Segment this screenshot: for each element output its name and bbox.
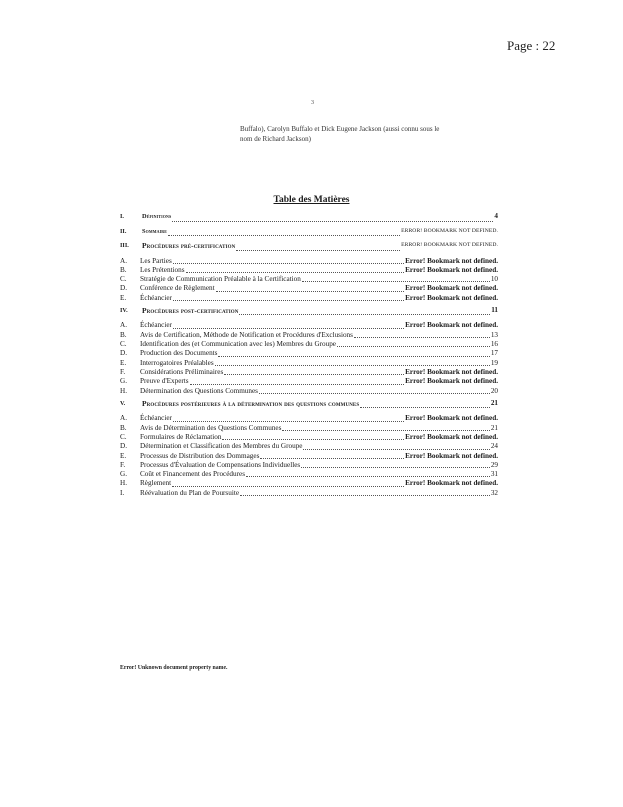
toc-entry-number: E. (120, 358, 127, 367)
folio-number: 3 (311, 100, 314, 106)
dot-leader (224, 374, 404, 375)
toc-entry-level1[interactable] (120, 239, 498, 253)
toc-entry-level2[interactable] (120, 284, 498, 293)
toc-entry-page: ERROR! BOOKMARK NOT DEFINED. (401, 242, 498, 248)
toc-entry-number: A. (120, 256, 127, 265)
toc-entry-page: 32 (490, 488, 498, 497)
toc-section (120, 304, 498, 396)
toc-entry-level1[interactable] (120, 397, 498, 411)
dot-leader (173, 421, 404, 422)
toc-entry-title: Formulaires de Réclamation (140, 432, 222, 441)
toc-entry-title: Sommaire (142, 227, 168, 235)
toc-entry-page: 20 (490, 386, 498, 395)
toc-entry-number: F. (120, 367, 126, 376)
dot-leader (260, 458, 404, 459)
dot-leader (222, 439, 404, 440)
toc-entry-level2[interactable] (120, 470, 498, 479)
dot-leader (302, 281, 490, 282)
toc-entry-title: Avis de Détermination des Questions Communes (140, 423, 282, 432)
toc-entry-number: D. (120, 442, 127, 451)
toc-entry-title: Interrogatoires Préalables (140, 358, 214, 367)
toc-entry-title: Stratégie de Communication Préalable à la Certification (140, 275, 301, 284)
toc-entry-level2[interactable] (120, 257, 498, 266)
toc-entry-number: E. (120, 451, 127, 460)
dot-leader (239, 314, 490, 315)
toc-entry-level2[interactable] (120, 414, 498, 423)
toc-entry-level2[interactable] (120, 340, 498, 349)
toc-entry-title: Production des Documents (140, 349, 218, 358)
toc-entry-page: 10 (490, 275, 498, 284)
toc-entry-page: 4 (494, 212, 498, 220)
toc-entry-level2[interactable] (120, 321, 498, 330)
toc-section (120, 239, 498, 303)
toc-entry-level1[interactable] (120, 210, 498, 224)
toc-entry-level2[interactable] (120, 433, 498, 442)
toc-entry-number: G. (120, 377, 127, 386)
toc-entry-number: C. (120, 275, 127, 284)
toc-entry-title: Coût et Financement des Procédures (140, 470, 245, 479)
toc-entry-page: Error! Bookmark not defined. (405, 284, 498, 293)
toc-entry-page: Error! Bookmark not defined. (405, 256, 498, 265)
dot-leader (190, 384, 404, 385)
toc-entry-title: Échéancier (140, 321, 172, 330)
dot-leader (259, 393, 490, 394)
toc-entry-level2[interactable] (120, 377, 498, 386)
toc-entry-number: B. (120, 330, 127, 339)
page-label: Page : 22 (507, 38, 556, 53)
toc-entry-page: 24 (490, 442, 498, 451)
toc-section (120, 225, 498, 239)
toc-entry-level1[interactable] (120, 304, 498, 318)
dot-leader (360, 407, 490, 408)
toc-entry-number: H. (120, 479, 127, 488)
toc-entry-level2[interactable] (120, 266, 498, 275)
toc-entry-page: Error! Bookmark not defined. (405, 377, 498, 386)
toc-entry-page: 21 (490, 398, 498, 407)
toc-entry-page: 21 (490, 423, 498, 432)
dot-leader (215, 365, 490, 366)
toc-entry-page: Error! Bookmark not defined. (405, 432, 498, 441)
toc-entry-title: Considérations Préliminaires (140, 367, 224, 376)
toc-entry-level2[interactable] (120, 294, 498, 303)
dot-leader (236, 250, 400, 251)
toc-entry-number: H. (120, 386, 127, 395)
dot-leader (303, 449, 489, 450)
dot-leader (354, 337, 490, 338)
toc-entry-title: Détermination des Questions Communes (140, 386, 258, 395)
dot-leader (301, 467, 490, 468)
toc-entry-title: Les Prétentions (140, 265, 185, 274)
toc-entry-page: Error! Bookmark not defined. (405, 414, 498, 423)
dot-leader (173, 328, 404, 329)
toc-entry-page: 19 (490, 358, 498, 367)
toc-entry-level2[interactable] (120, 387, 498, 396)
toc-entry-number: III. (120, 242, 129, 249)
toc-entry-page: 11 (491, 305, 498, 314)
toc-entry-number: C. (120, 432, 127, 441)
toc-entry-title: Échéancier (140, 414, 172, 423)
dot-leader (337, 346, 490, 347)
dot-leader (172, 221, 493, 222)
toc-entry-title: Définitions (142, 213, 172, 220)
toc-entry-level2[interactable] (120, 479, 498, 488)
dot-leader (246, 476, 490, 477)
toc-entry-title: Conférence de Règlement (140, 284, 215, 293)
toc-entry-title: Processus d'Évaluation de Compensations Individuelles (140, 460, 301, 469)
dot-leader (240, 495, 490, 496)
toc-entry-title: Processus de Distribution des Dommages (140, 451, 260, 460)
toc-entry-title: Avis de Certification, Méthode de Notification et Procédures d'Exclusions (140, 330, 353, 339)
toc-entry-number: D. (120, 349, 127, 358)
toc-entry-level2[interactable] (120, 275, 498, 284)
toc-section (120, 210, 498, 224)
toc-entry-page: Error! Bookmark not defined. (405, 265, 498, 274)
toc-entry-number: V. (120, 399, 126, 407)
toc-entry-page: 13 (490, 330, 498, 339)
toc-entry-number: A. (120, 414, 127, 423)
toc-entry-page: Error! Bookmark not defined. (405, 479, 498, 488)
toc-entry-title: Les Parties (140, 256, 172, 265)
toc-entry-page: Error! Bookmark not defined. (405, 293, 498, 302)
toc-entry-number: C. (120, 340, 127, 349)
toc-entry-number: I. (120, 213, 124, 220)
toc-entry-page: 16 (490, 340, 498, 349)
toc-title: Table des Matières (273, 195, 350, 205)
toc-entry-page: 17 (490, 349, 498, 358)
toc-entry-level2[interactable] (120, 424, 498, 433)
toc-entry-level2[interactable] (120, 359, 498, 368)
toc-entry-page: Error! Bookmark not defined. (405, 367, 498, 376)
toc-entry-level2[interactable] (120, 368, 498, 377)
toc-entry-page: ERROR! BOOKMARK NOT DEFINED. (401, 227, 498, 234)
toc-entry-level2[interactable] (120, 442, 498, 451)
toc-entry-page: Error! Bookmark not defined. (405, 451, 498, 460)
toc-entry-number: E. (120, 293, 127, 302)
toc-entry-level1[interactable] (120, 225, 498, 239)
footer-error-text: Error! Unknown document property name. (120, 665, 228, 671)
toc-entry-level2[interactable] (120, 489, 498, 498)
toc-entry-page: 31 (490, 470, 498, 479)
toc-entry-title: Échéancier (140, 293, 172, 302)
dot-leader (186, 272, 405, 273)
toc-entry-number: I. (120, 488, 125, 497)
toc-entry-number: B. (120, 265, 127, 274)
toc-entry-title: Procédures postérieures à la détermination des questions communes (142, 398, 360, 408)
dot-leader (173, 263, 404, 264)
toc-entry-title: Règlement (140, 479, 172, 488)
toc-entry-number: IV. (120, 306, 128, 314)
toc-entry-title: Preuve d'Experts (140, 377, 189, 386)
toc-entry-title: Réévaluation du Plan de Poursuite (140, 488, 240, 497)
toc-entry-level2[interactable] (120, 349, 498, 358)
toc-entry-number: D. (120, 284, 127, 293)
toc-entry-number: A. (120, 321, 127, 330)
table-of-contents (120, 209, 498, 498)
toc-entry-number: F. (120, 460, 126, 469)
dot-leader (282, 430, 489, 431)
toc-entry-title: Procédures pré-certification (142, 241, 236, 250)
dot-leader (218, 356, 489, 357)
continuation-text: Buffalo), Carolyn Buffalo et Dick Eugene Jackson (aussi connu sous le nom de Richard Jackson) (240, 125, 440, 143)
toc-entry-title: Identification des (et Communication avec les) Membres du Groupe (140, 340, 336, 349)
toc-entry-level2[interactable] (120, 452, 498, 461)
toc-entry-number: II. (120, 227, 127, 235)
toc-entry-page: Error! Bookmark not defined. (405, 321, 498, 330)
toc-entry-page: 29 (490, 460, 498, 469)
toc-entry-title: Procédures post-certification (142, 305, 239, 315)
toc-section (120, 397, 498, 498)
toc-entry-level2[interactable] (120, 461, 498, 470)
toc-entry-title: Détermination et Classification des Membres du Groupe (140, 442, 303, 451)
dot-leader (216, 291, 404, 292)
dot-leader (172, 486, 404, 487)
toc-entry-number: B. (120, 423, 127, 432)
toc-entry-level2[interactable] (120, 331, 498, 340)
dot-leader (168, 235, 400, 236)
toc-entry-number: G. (120, 470, 127, 479)
dot-leader (173, 300, 404, 301)
